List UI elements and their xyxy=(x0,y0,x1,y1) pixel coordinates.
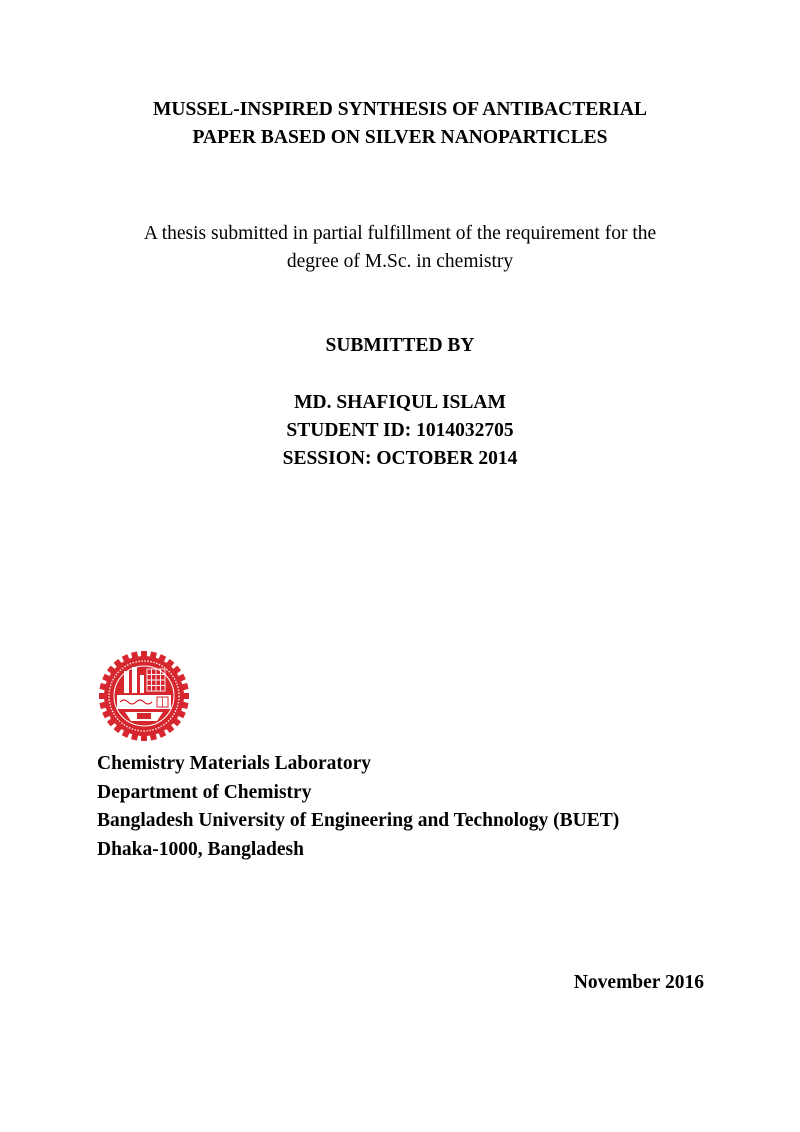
thesis-subtitle-line-2: degree of M.Sc. in chemistry xyxy=(286,251,514,272)
thesis-title xyxy=(0,96,800,152)
thesis-subtitle-line-1: A thesis submitted in partial fulfillment of the requirement for the xyxy=(143,223,657,244)
submission-date: November 2016 xyxy=(573,972,704,993)
address: Dhaka-1000, Bangladesh xyxy=(97,838,304,860)
department-name: Department of Chemistry xyxy=(97,781,312,803)
university-name: Bangladesh University of Engineering and Technology (BUET) xyxy=(97,810,620,831)
thesis-title-line-1: MUSSEL-INSPIRED SYNTHESIS OF ANTIBACTERIAL xyxy=(153,99,647,120)
lab-name: Chemistry Materials Laboratory xyxy=(97,753,372,774)
student-id: STUDENT ID: 1014032705 xyxy=(286,420,514,441)
thesis-title-line-2: PAPER BASED ON SILVER NANOPARTICLES xyxy=(192,127,608,148)
buet-seal-icon xyxy=(97,649,191,743)
submitted-by-heading: SUBMITTED BY xyxy=(325,335,475,356)
affiliation-block xyxy=(97,750,757,864)
author-block xyxy=(0,389,800,473)
session: SESSION: OCTOBER 2014 xyxy=(282,448,518,469)
thesis-subtitle xyxy=(0,220,800,276)
author-name: MD. SHAFIQUL ISLAM xyxy=(294,392,506,413)
